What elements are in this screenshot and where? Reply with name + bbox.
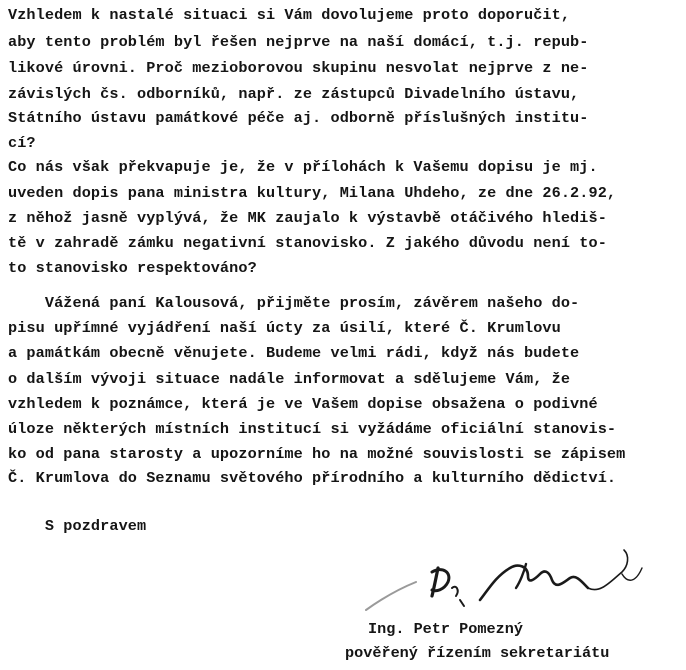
letter-line: Vzhledem k nastalé situaci si Vám dovolujeme proto doporučit,: [8, 6, 571, 24]
letter-line: Co nás však překvapuje je, že v přílohách k Vašemu dopisu je mj.: [8, 158, 598, 176]
letter-line: Státního ústavu památkové péče aj. odborně příslušných institu-: [8, 109, 589, 127]
letter-line: pisu upřímné vyjádření naší úcty za úsilí, které Č. Krumlovu: [8, 319, 561, 337]
letter-line: Č. Krumlova do Seznamu světového přírodního a kulturního dědictví.: [8, 469, 617, 487]
letter-line: to stanovisko respektováno?: [8, 259, 257, 277]
letter-line: úloze některých místních institucí si vyžádáme oficiální stanovis-: [8, 420, 617, 438]
letter-line: likové úrovni. Proč mezioborovou skupinu nesvolat nejprve z ne-: [8, 59, 589, 77]
letter-line: ko od pana starosty a upozorníme ho na možné souvislosti se zápisem: [8, 445, 626, 463]
letter-line: uveden dopis pana ministra kultury, Milana Uhdeho, ze dne 26.2.92,: [8, 184, 617, 202]
letter-line: a památkám obecně věnujete. Budeme velmi rádi, když nás budete: [8, 344, 580, 362]
letter-line: vzhledem k poznámce, která je ve Vašem dopise obsažena o podivné: [8, 395, 598, 413]
letter-line: tě v zahradě zámku negativní stanovisko. Z jakého důvodu není to-: [8, 234, 607, 252]
signer-name: Ing. Petr Pomezný: [368, 620, 523, 638]
closing-greeting: S pozdravem: [8, 517, 147, 535]
letter-line: aby tento problém byl řešen nejprve na naší domácí, t.j. repub-: [8, 33, 589, 51]
letter-line: z něhož jasně vyplývá, že MK zaujalo k výstavbě otáčivého hlediš-: [8, 209, 607, 227]
letter-line: závislých čs. odborníků, např. ze zástupců Divadelního ústavu,: [8, 85, 580, 103]
signer-title: pověřený řízením sekretariátu: [345, 644, 610, 662]
letter-line: o dalším vývoji situace nadále informovat a sdělujeme Vám, že: [8, 370, 571, 388]
letter-line: cí?: [8, 134, 36, 152]
letter-line: Vážená paní Kalousová, přijměte prosím, závěrem našeho do-: [8, 294, 580, 312]
